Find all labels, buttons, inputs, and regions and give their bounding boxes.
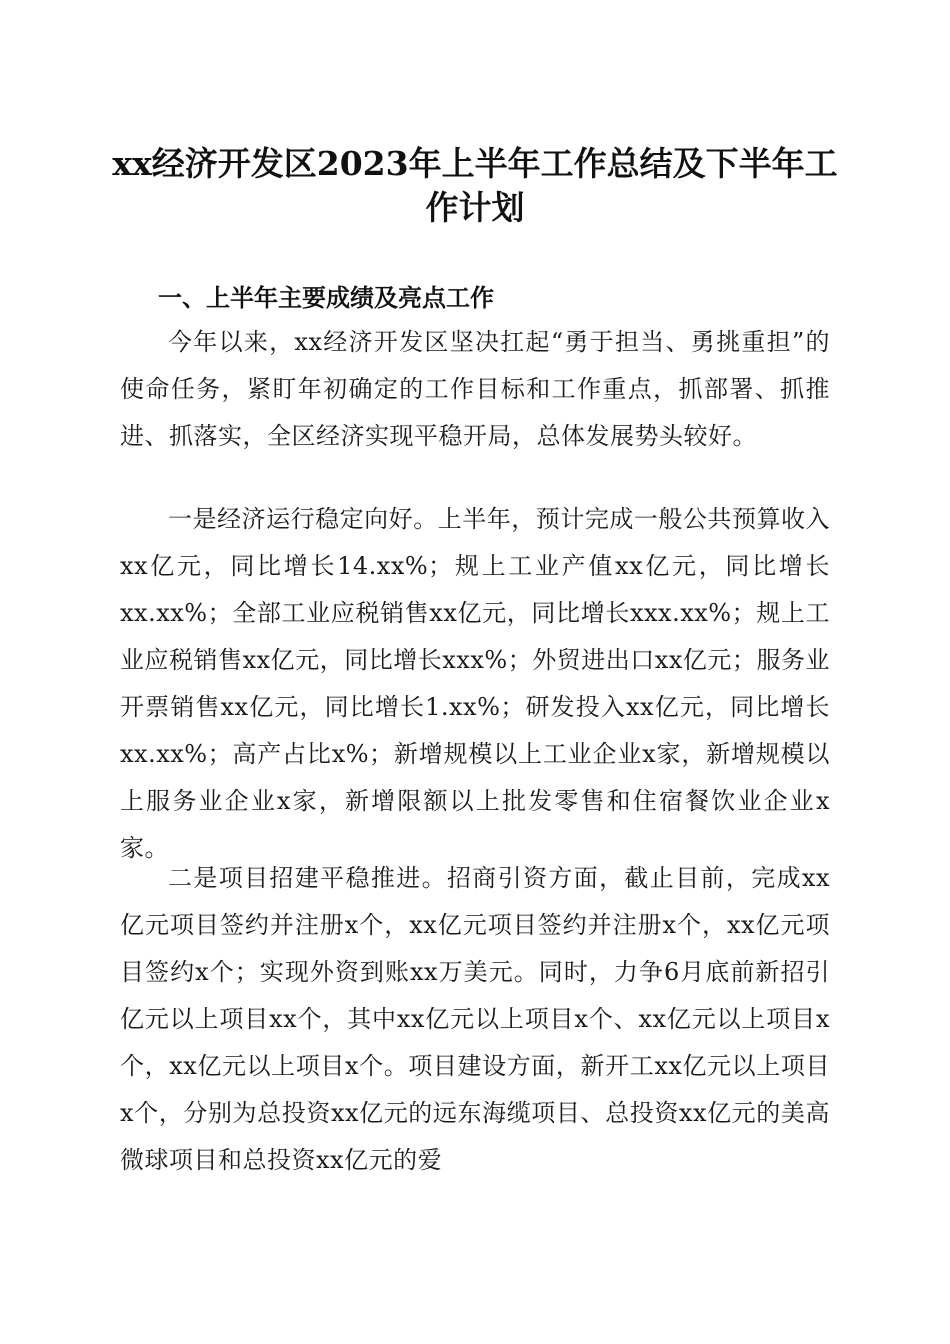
paragraph-body: 上半年，预计完成一般公共预算收入xx亿元，同比增长14.xx%；规上工业产值xx亿元，同比增长xx.xx%；全部工业应税销售xx亿元，同比增长xxx.xx%；规上工业应税销售xx亿元，同比增长xxx%；外贸进出口xx亿元；服务业开票销售xx亿元，同比增长1.xx%；研发投入xx亿元，同比增长xx.xx%；高产占比x%；新增规模以上工业企业x家，新增规模以上服务业企业x家，新增限额以上批发零售和住宿餐饮业企业x家。 [120,505,831,862]
section-heading: 一、上半年主要成绩及亮点工作 [158,284,494,312]
paragraph-body: 招商引资方面，截止目前，完成xx亿元项目签约并注册x个，xx亿元项目签约并注册x个，xx亿元项目签约x个；实现外资到账xx万美元。同时，力争6月底前新招引亿元以上项目xx个，其中xx亿元以上项目x个、xx亿元以上项目x个，xx亿元以上项目x个。项目建设方面，新开工xx亿元以上项目x个，分别为总投资xx亿元的远东海缆项目、总投资xx亿元的美高微球项目和总投资xx亿元的爱 [120,864,831,1174]
paragraph-economic-operation [120,496,830,872]
paragraph-project-investment [120,855,830,1184]
paragraph-intro: 今年以来，xx经济开发区坚决扛起“勇于担当、勇挑重担”的使命任务，紧盯年初确定的工作目标和工作重点，抓部署、抓推进、抓落实，全区经济实现平稳开局，总体发展势头较好。 [120,328,830,450]
document-title: xx经济开发区2023年上半年工作总结及下半年工作计划 [112,144,838,227]
paragraph-lead: 一是经济运行稳定向好。 [168,505,438,533]
paragraph-lead: 二是项目招建平稳推进。 [168,864,447,892]
